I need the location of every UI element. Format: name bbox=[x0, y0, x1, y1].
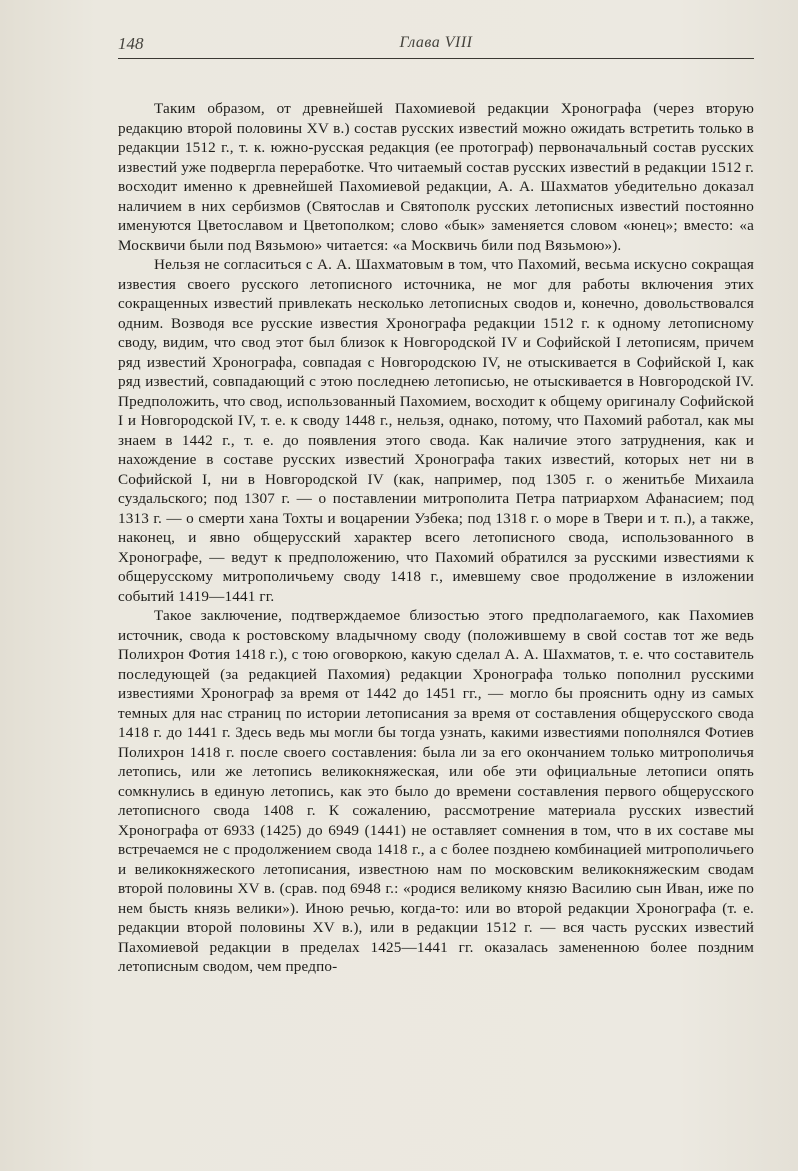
page-number: 148 bbox=[118, 34, 144, 53]
paragraph: Нельзя не согласиться с А. А. Шахматовым в том, что Пахомий, весьма искусно сокращая известия своего русского летописного источника, не мог для работы включения этих сокращенных известий привлекать несколько летописных сводов и, конечно, довольствовался одним. Возводя все русские известия Хронографа редакции 1512 г. к одному летописному своду, видим, что свод этот был близок к Новгородской IV и Софийской I летописям, причем ряд известий Хронографа, совпадая с Новгородскою IV, не отыскивается в Софийской I, как ряд известий, совпадающий с этою последнею летописью, не отыскивается в Новгородской IV. Предположить, что свод, использованный Пахомием, восходит к общему оригиналу Софийской I и Новгородской IV, т. е. к своду 1448 г., нельзя, однако, потому, что Пахомий работал, как мы знаем в 1442 г., т. е. до появления этого свода. Как наличие этого затруднения, как и нахождение в составе русских известий Хронографа таких известий, которых нет ни в Софийской I, ни в Новгородской IV (как, например, под 1305 г. о женитьбе Михаила суздальского; под 1307 г. — о поставлении митрополита Петра патриархом Афанасием; под 1313 г. — о смерти хана Тохты и воцарении Узбека; под 1318 г. о море в Твери и т. п.), а также, наконец, и явно общерусский характер всего летописного свода, использованного в Хронографе, — ведут к предположению, что Пахомий обратился за русскими известиями к общерусскому митрополичьему своду 1418 г., имевшему свое продолжение в изложении событий 1419—1441 гг. bbox=[118, 256, 754, 605]
body-text bbox=[118, 99, 754, 977]
paragraph: Такое заключение, подтверждаемое близостью этого предполагаемого, как Пахомиев источник, свода к ростовскому владычному своду (положившему в свой состав тот же ведь Полихрон Фотия 1418 г.), с тою оговоркою, какую сделал А. А. Шахматов, т. е. что составитель последующей (за редакцией Пахомия) редакции Хронографа только пополнил русскими известиями Хронограф за время от 1442 до 1451 гг., — могло бы прояснить одну из самых темных для нас страниц по истории летописания за время от составления общерусского свода 1418 г. до 1441 г. Здесь ведь мы могли бы тогда узнать, какими известиями пополнялся Фотиев Полихрон 1418 г. после своего составления: была ли за его окончанием только митрополичья летопись, или же летопись великокняжеская, или обе эти официальные летописи опять сомкнулись в единую летопись, как это было до времени составления первого общерусского летописного свода 1408 г. К сожалению, рассмотрение материала русских известий Хронографа от 6933 (1425) до 6949 (1441) не оставляет сомнения в том, что в их составе мы встречаемся не с продолжением свода 1418 г., а с более позднею комбинацией митрополичьего и великокняжеского летописания, известною нам по московским великокняжеским сводам второй половины XV в. (срав. под 6948 г.: «родися великому князю Василию сын Иван, иже по нем бысть князь велики»). Иною речью, когда-то: или во второй редакции Хронографа (т. е. редакции второй половины XV в.), или в редакции 1512 г. — вся часть русских известий Пахомиевой редакции в пределах 1425—1441 гг. оказалась замененною более поздним летописным сводом, чем предпо- bbox=[118, 607, 754, 975]
paragraph: Таким образом, от древнейшей Пахомиевой редакции Хронографа (через вторую редакцию второй половины XV в.) состав русских известий можно ожидать встретить только в редакции 1512 г., т. к. южно-русская редакция (ее протограф) первоначальный состав русских известий уже подвергла переработке. Что читаемый состав русских известий в редакции 1512 г. восходит именно к древнейшей Пахомиевой редакции, А. А. Шахматов убедительно доказал наличием в них сербизмов (Святослав и Святополк русских летописных известий постоянно именуются Цветославом и Цветополком; слово «бык» заменяется словом «юнец»; вместо: «а Москвичи были под Вязьмою» читается: «а Москвичь били под Вязьмою»). bbox=[118, 100, 754, 254]
page-header bbox=[118, 30, 754, 59]
running-head: Глава VIII bbox=[399, 34, 473, 51]
